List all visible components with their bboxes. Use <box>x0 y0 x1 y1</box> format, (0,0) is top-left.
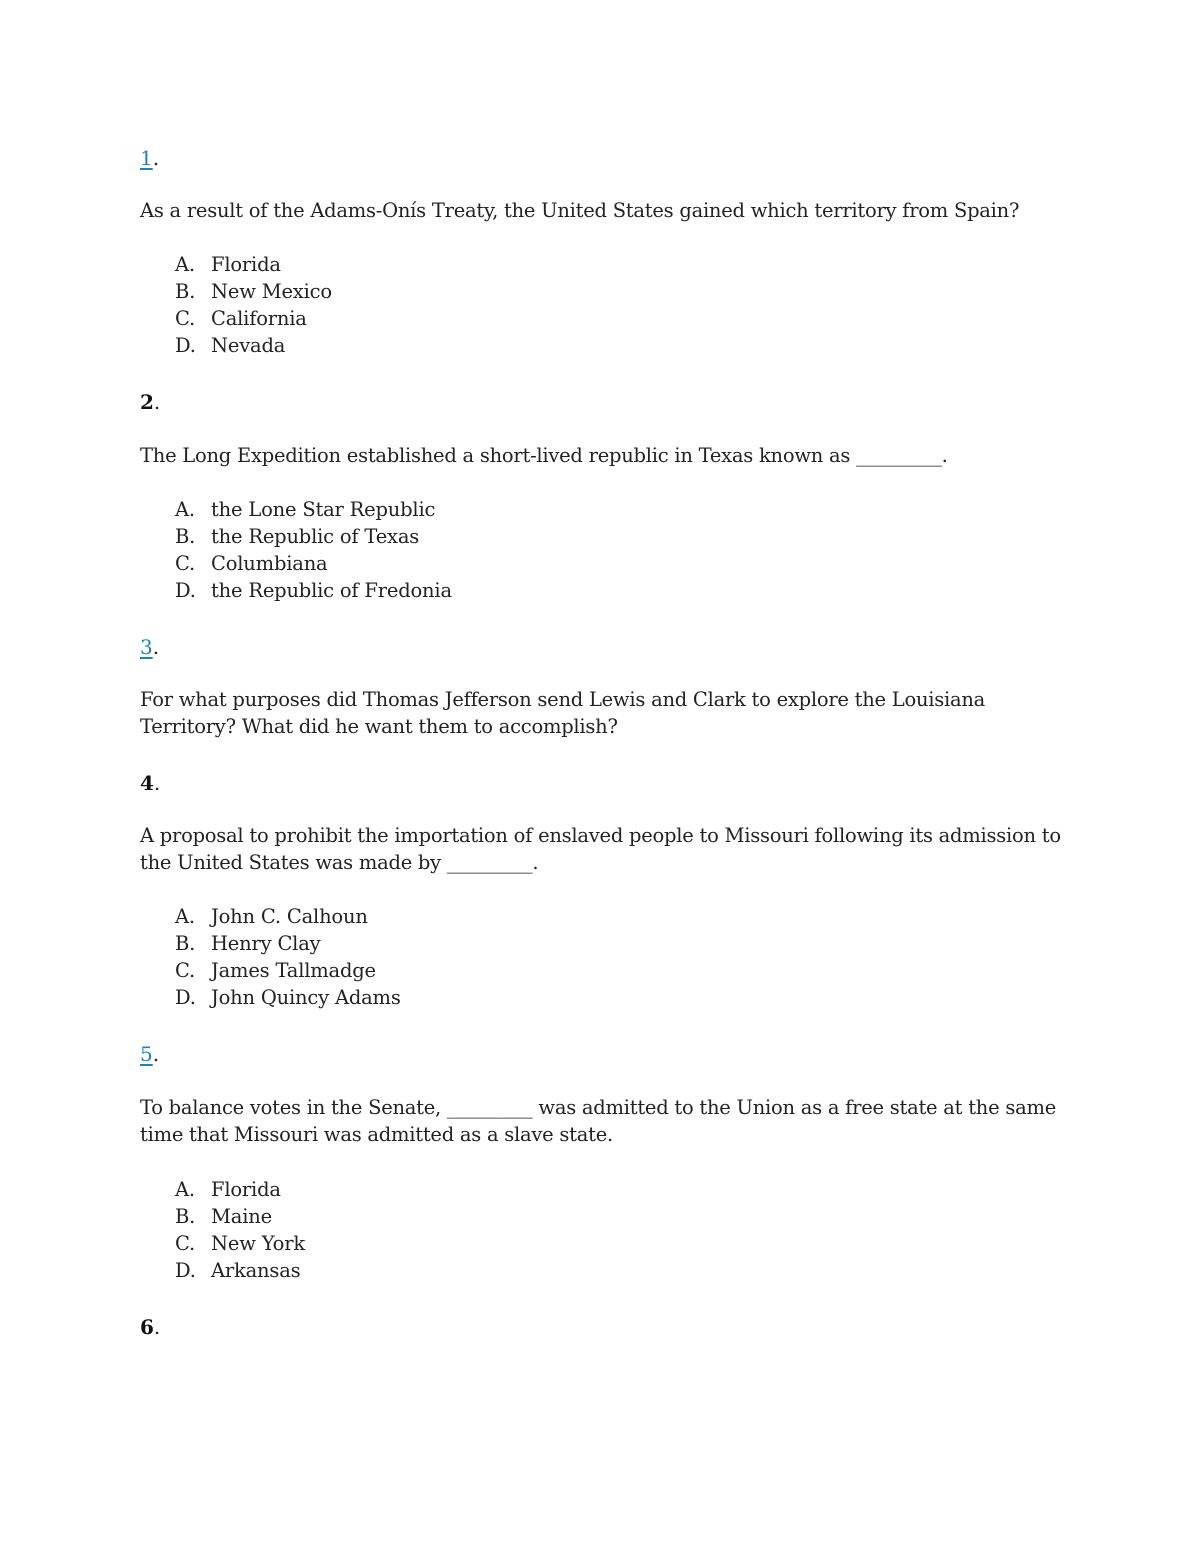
option-letter: C. <box>175 959 196 982</box>
option-2b <box>175 523 452 550</box>
option-text: Arkansas <box>211 1259 301 1282</box>
option-1d <box>175 332 332 359</box>
option-text: Nevada <box>211 334 286 357</box>
question-3-link[interactable]: 3 <box>140 635 153 659</box>
option-letter: D. <box>175 986 196 1009</box>
option-text: the Lone Star Republic <box>211 498 436 521</box>
option-letter: B. <box>175 525 196 548</box>
question-6-num: 6 <box>140 1315 154 1339</box>
option-letter: A. <box>175 905 195 928</box>
option-text: Henry Clay <box>211 932 321 955</box>
option-letter: B. <box>175 932 196 955</box>
question-2-options <box>175 496 452 604</box>
option-letter: A. <box>175 1178 195 1201</box>
question-5-number[interactable] <box>140 1042 159 1066</box>
question-1-text: As a result of the Adams-Onís Treaty, the United States gained which territory from Spain? <box>140 199 1020 222</box>
question-5-dot: . <box>152 1042 160 1066</box>
option-text: Maine <box>211 1205 272 1228</box>
question-6-dot: . <box>153 1315 161 1339</box>
question-5-link[interactable]: 5 <box>140 1042 153 1066</box>
option-text: the Republic of Texas <box>211 525 420 548</box>
option-letter: C. <box>175 1232 196 1255</box>
option-letter: D. <box>175 1259 196 1282</box>
question-1-dot: . <box>152 146 160 170</box>
option-5b <box>175 1203 305 1230</box>
option-2c <box>175 550 452 577</box>
option-text: New York <box>211 1232 305 1255</box>
option-text: California <box>211 307 307 330</box>
option-text: Columbiana <box>211 552 328 575</box>
question-2-number <box>140 390 160 414</box>
question-3-number[interactable] <box>140 635 159 659</box>
question-1-number[interactable] <box>140 146 159 170</box>
question-4-text: A proposal to prohibit the importation of enslaved people to Missouri following its admission to the United States was made by _________. <box>140 824 1061 874</box>
option-2a <box>175 496 452 523</box>
option-letter: B. <box>175 1205 196 1228</box>
option-text: the Republic of Fredonia <box>211 579 452 602</box>
option-letter: B. <box>175 280 196 303</box>
question-5-text: To balance votes in the Senate, _________ was admitted to the Union as a free state at the same time that Missouri was admitted as a slave state. <box>140 1096 1057 1146</box>
option-text: James Tallmadge <box>211 959 376 982</box>
option-4b <box>175 930 401 957</box>
question-2-text: The Long Expedition established a short-lived republic in Texas known as _________. <box>140 444 948 467</box>
option-text: New Mexico <box>211 280 332 303</box>
question-2-dot: . <box>153 390 161 414</box>
question-3-dot: . <box>152 635 160 659</box>
question-4-number <box>140 771 160 795</box>
option-4c <box>175 957 401 984</box>
option-5c <box>175 1230 305 1257</box>
option-letter: C. <box>175 552 196 575</box>
option-1c <box>175 305 332 332</box>
option-letter: A. <box>175 253 195 276</box>
question-2-num: 2 <box>140 390 154 414</box>
question-3-text: For what purposes did Thomas Jefferson send Lewis and Clark to explore the Louisiana Territory? What did he want them to accomplish? <box>140 688 986 738</box>
question-1-options <box>175 251 332 359</box>
question-4-num: 4 <box>140 771 154 795</box>
option-1a <box>175 251 332 278</box>
option-letter: C. <box>175 307 196 330</box>
option-2d <box>175 577 452 604</box>
option-text: John C. Calhoun <box>211 905 368 928</box>
question-4-options <box>175 903 401 1011</box>
option-4d <box>175 984 401 1011</box>
option-text: Florida <box>211 253 281 276</box>
option-letter: D. <box>175 579 196 602</box>
question-1-link[interactable]: 1 <box>140 146 153 170</box>
question-5-options <box>175 1176 305 1284</box>
option-5d <box>175 1257 305 1284</box>
question-6-number <box>140 1315 160 1339</box>
option-5a <box>175 1176 305 1203</box>
question-4-dot: . <box>153 771 161 795</box>
option-4a <box>175 903 401 930</box>
option-letter: D. <box>175 334 196 357</box>
option-letter: A. <box>175 498 195 521</box>
option-1b <box>175 278 332 305</box>
option-text: John Quincy Adams <box>211 986 401 1009</box>
option-text: Florida <box>211 1178 281 1201</box>
